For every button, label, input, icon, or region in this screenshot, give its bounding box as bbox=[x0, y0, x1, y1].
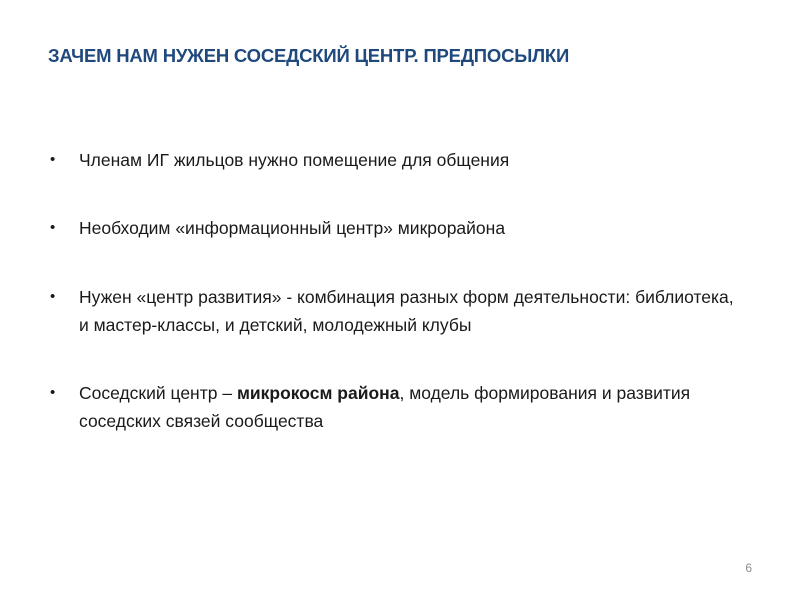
bullet-text: Членам ИГ жильцов нужно помещение для общения bbox=[79, 150, 510, 170]
bullet-text-before: Соседский центр – bbox=[79, 383, 237, 403]
bullet-dot-icon: • bbox=[50, 288, 56, 305]
bullet-item bbox=[48, 146, 748, 174]
bullet-list bbox=[48, 146, 748, 475]
slide-title: ЗАЧЕМ НАМ НУЖЕН СОСЕДСКИЙ ЦЕНТР. ПРЕДПОСЫЛКИ bbox=[48, 45, 570, 66]
bullet-item bbox=[48, 214, 748, 242]
bullet-dot-icon: • bbox=[50, 219, 56, 236]
page-number: 6 bbox=[745, 561, 752, 575]
bullet-text-bold: микрокосм района bbox=[236, 383, 400, 403]
bullet-item bbox=[48, 379, 748, 435]
bullet-text: Нужен «центр развития» - комбинация разных форм деятельности: библиотека, и мастер-классы, и детский, молодежный клубы bbox=[79, 287, 734, 335]
bullet-dot-icon: • bbox=[50, 384, 56, 401]
bullet-text: Необходим «информационный центр» микрорайона bbox=[79, 218, 506, 238]
bullet-item bbox=[48, 283, 748, 339]
bullet-text-after: , модель формирования и развития соседских связей сообщества bbox=[79, 383, 691, 431]
bullet-dot-icon: • bbox=[50, 151, 56, 168]
